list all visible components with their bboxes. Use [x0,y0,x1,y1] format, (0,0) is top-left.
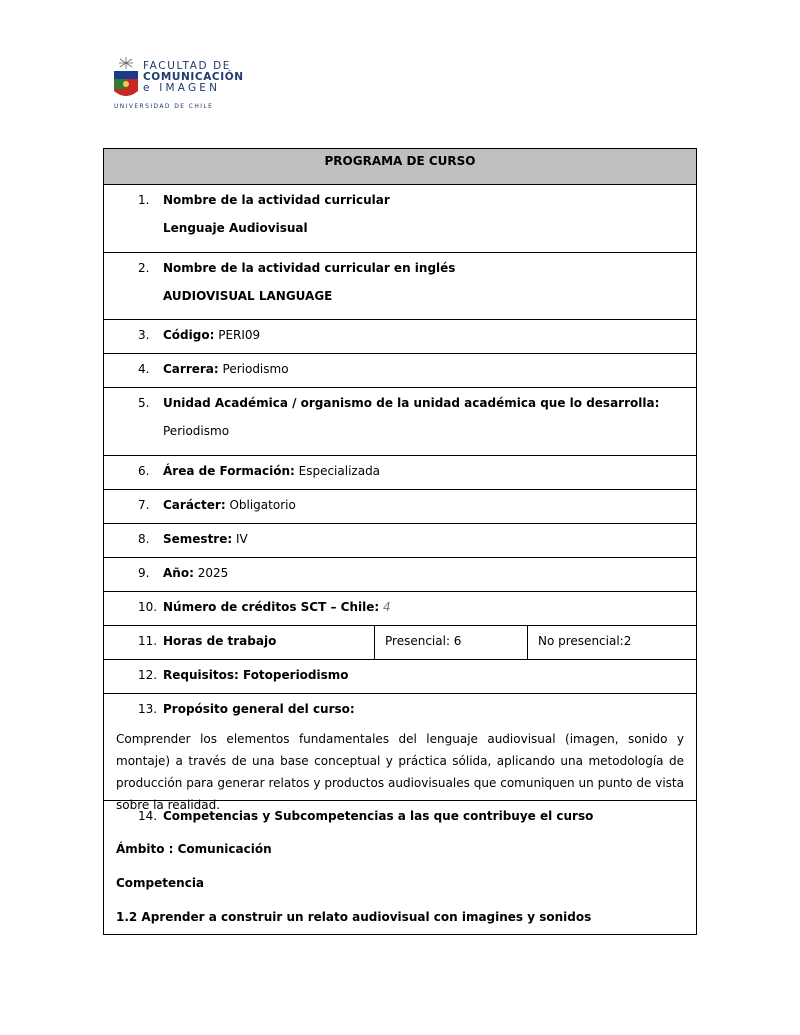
row-label: Código: [163,328,215,342]
faculty-logo [112,45,242,115]
row-number: 1. [138,193,150,207]
row-work-hours [104,625,696,659]
logo-line-1: FACULTAD DE [143,60,232,72]
row-label: Semestre: [163,532,233,546]
row-purpose [104,693,696,812]
row-number: 13. [138,702,158,716]
row-number: 4. [138,362,150,376]
cell-divider [374,626,375,659]
logo-university-name: UNIVERSIDAD DE CHILE [114,103,214,110]
row-number: 8. [138,532,150,546]
row-label: Carácter: [163,498,226,512]
logo-line-2: COMUNICACIÓN [143,71,244,83]
row-number: 9. [138,566,150,580]
course-program-table [103,148,697,935]
row-requirements [104,659,696,693]
row-code [104,319,696,353]
row-number: 2. [138,261,150,275]
row-academic-unit [104,387,696,455]
row-value: Especializada [294,464,381,478]
row-career [104,353,696,387]
row-value: 2025 [193,566,229,580]
row-label: Unidad Académica / organismo de la unidad académica que lo desarrolla: [163,396,660,410]
row-label: Nombre de la actividad curricular [163,193,390,207]
logo-line-3: e IMAGEN [143,82,221,94]
row-label: Competencias y Subcompetencias a las que contribuye el curso [163,809,594,823]
row-value: Obligatorio [225,498,296,512]
row-number: 6. [138,464,150,478]
row-number: 11. [138,634,158,648]
university-shield-icon [112,57,140,101]
row-label: Año: [163,566,194,580]
competency-heading: Competencia [116,876,205,890]
competency-item: 1.2 Aprender a construir un relato audiovisual con imagines y sonidos [116,910,592,924]
row-value: 4 [379,600,391,614]
row-label: Horas de trabajo [163,634,277,648]
row-training-area [104,455,696,489]
row-label: Carrera: [163,362,219,376]
cell-divider [527,626,528,659]
row-number: 10. [138,600,158,614]
row-value: Lenguaje Audiovisual [163,221,308,235]
row-year [104,557,696,591]
row-number: 12. [138,668,158,682]
row-competencies [104,800,696,934]
row-course-name [104,184,696,252]
row-label: Requisitos: Fotoperiodismo [163,668,349,682]
table-header: PROGRAMA DE CURSO [104,149,696,184]
row-number: 5. [138,396,150,410]
competency-scope: Ámbito : Comunicación [116,842,272,856]
row-label: Propósito general del curso: [163,702,355,716]
purpose-paragraph: Comprender los elementos fundamentales del lenguaje audiovisual (imagen, sonido y montaje) a través de una base conceptual y práctica sólida, aplicando una metodología de producción para generar relatos y productos audiovisuales que comuniquen un punto de vista sobre la realidad. [116,732,684,812]
row-value: Periodismo [218,362,289,376]
row-label: Número de créditos SCT – Chile: [163,600,380,614]
row-label: Nombre de la actividad curricular en inglés [163,261,456,275]
row-value: Periodismo [163,424,230,438]
row-credits [104,591,696,625]
hours-no-presencial: No presencial:2 [538,634,632,648]
row-value: IV [232,532,248,546]
row-number: 7. [138,498,150,512]
hours-presencial: Presencial: 6 [385,634,462,648]
row-value: AUDIOVISUAL LANGUAGE [163,289,333,303]
row-number: 14. [138,809,158,823]
row-number: 3. [138,328,150,342]
row-course-name-english [104,252,696,319]
row-semester [104,523,696,557]
logo-wordmark [143,61,244,94]
row-value: PERI09 [214,328,261,342]
row-label: Área de Formación: [163,464,295,478]
row-character [104,489,696,523]
